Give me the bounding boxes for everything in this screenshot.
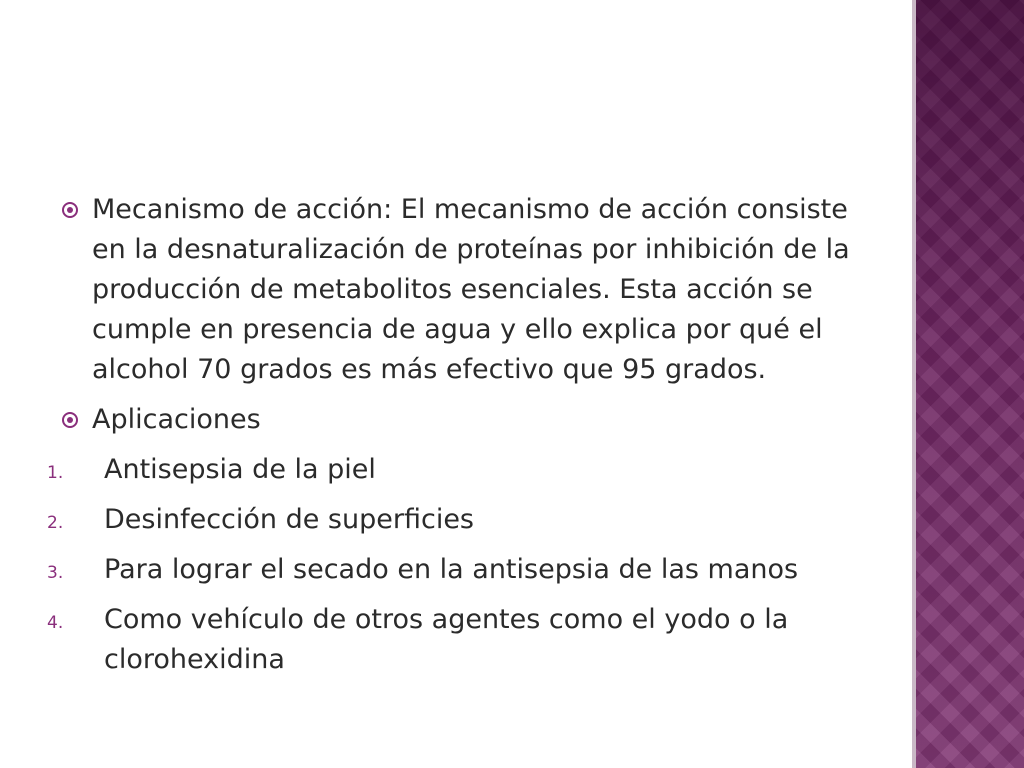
list-item — [47, 550, 862, 590]
list-item-text: Antisepsia de la piel — [104, 454, 376, 485]
list-number: 3. — [47, 563, 64, 583]
list-item — [47, 450, 862, 490]
decorative-side-band — [912, 0, 1024, 768]
list-number: 4. — [47, 613, 64, 633]
applications-list — [47, 450, 862, 680]
list-item-text: Para lograr el secado en la antisepsia de las manos — [104, 554, 799, 585]
list-item — [47, 500, 862, 540]
bullet-item-mechanism — [62, 190, 862, 390]
list-number: 2. — [47, 513, 64, 533]
list-number: 1. — [47, 463, 64, 483]
slide-content — [47, 190, 862, 690]
bullet-item-applications — [62, 400, 862, 440]
list-item-text: Como vehículo de otros agentes como el yodo o la clorohexidina — [104, 604, 789, 675]
bullet-text: Mecanismo de acción: El mecanismo de acción consiste en la desnaturalización de proteínas por inhibición de la producción de metabolitos esenciales. Esta acción se cumple en presencia de agua y ello explica por qué el alcohol 70 grados es más efectivo que 95 grados. — [92, 194, 850, 385]
list-item — [47, 600, 862, 680]
radio-bullet-icon — [62, 412, 78, 428]
list-item-text: Desinfección de superficies — [104, 504, 474, 535]
bullet-text: Aplicaciones — [92, 404, 261, 435]
radio-bullet-icon — [62, 202, 78, 218]
